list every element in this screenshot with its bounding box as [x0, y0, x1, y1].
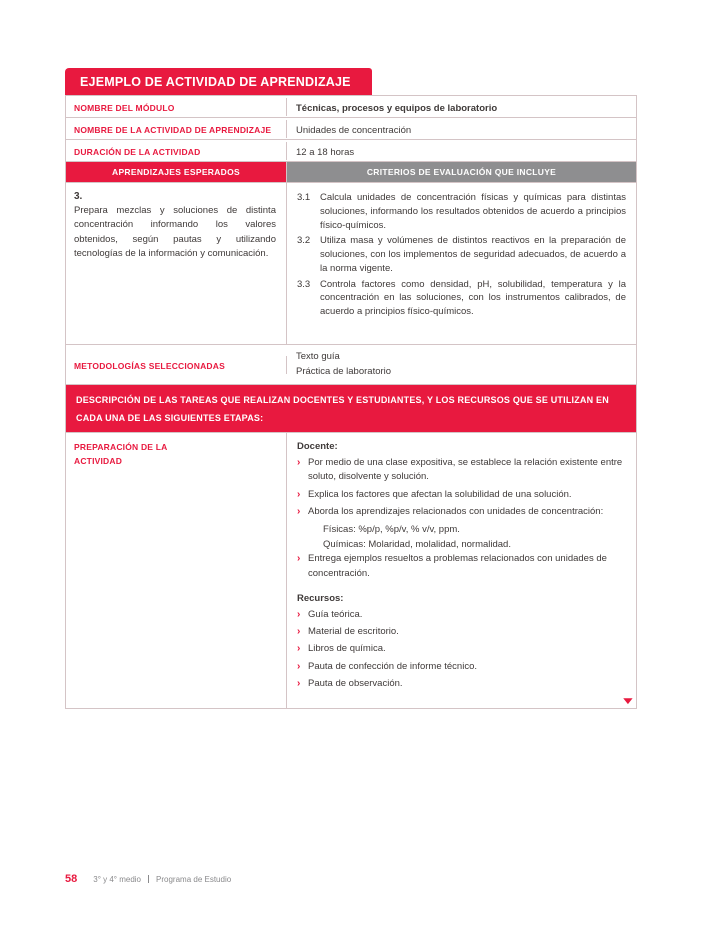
row-label-cell [66, 120, 287, 138]
bullet-icon: › [297, 660, 301, 672]
footer-section: 3° y 4° medio [93, 875, 142, 884]
col-header-aprendizajes: APRENDIZAJES ESPERADOS [66, 162, 287, 182]
list-item [297, 625, 624, 639]
activity-title: EJEMPLO DE ACTIVIDAD DE APRENDIZAJE [80, 74, 351, 89]
metodologias-label: METODOLOGÍAS SELECCIONADAS [74, 360, 225, 371]
list-item-text: Por medio de una clase expositiva, se establece la relación existente entre soluto, disolvente y solución. [308, 457, 623, 483]
table-row-preparacion [66, 433, 636, 708]
list-item-text: Explica los factores que afectan la solubilidad de una solución. [308, 488, 572, 500]
list-item-text: Pauta de observación. [308, 677, 403, 689]
criterion-number: 3.3 [297, 278, 311, 290]
list-item [297, 642, 624, 656]
recursos-heading: Recursos: [297, 592, 344, 604]
bullet-icon: › [297, 643, 301, 655]
row-value-cell [287, 120, 636, 138]
list-item [297, 608, 624, 622]
list-item-text: Libros de química. [308, 643, 386, 655]
sub-list-item: Químicas: Molaridad, molalidad, normalidad. [323, 539, 511, 551]
activity-title-banner [65, 68, 372, 95]
list-item-text: Aborda los aprendizajes relacionados con unidades de concentración: [308, 505, 604, 517]
bullet-icon: › [297, 553, 301, 565]
list-item-text: Pauta de confección de informe técnico. [308, 660, 477, 672]
descripcion-banner-text: DESCRIPCIÓN DE LAS TAREAS QUE REALIZAN DOCENTES Y ESTUDIANTES, Y LOS RECURSOS QUE SE UTILIZAN EN CADA UNA DE LAS SIGUIENTES ETAPAS: [76, 395, 609, 423]
list-item-text: Guía teórica. [308, 608, 363, 620]
aprendizaje-number: 3. [74, 191, 83, 202]
document-content [65, 68, 637, 709]
list-item [297, 677, 624, 691]
sub-list-item: Físicas: %p/p, %p/v, % v/v, ppm. [323, 524, 460, 535]
metodologia-item: Texto guía [296, 350, 340, 362]
recursos-block [297, 593, 624, 691]
criterion-item [297, 191, 626, 232]
criterion-text: Calcula unidades de concentración físicas y químicas para distintas soluciones, informando los resultados obtenidos de acuerdo a principios físico-químicos. [320, 192, 626, 231]
aprendizaje-esperado-cell [66, 183, 287, 344]
criterion-text: Utiliza masa y volúmenes de distintos reactivos en la preparación de soluciones, con los implementos de seguridad adecuados, de acuerdo a la norma vigente. [320, 235, 626, 274]
preparacion-content [287, 433, 636, 708]
table-row-duracion [66, 140, 636, 162]
criterios-cell [287, 183, 636, 344]
list-item [297, 660, 624, 674]
list-item [297, 552, 624, 581]
bullet-icon: › [297, 677, 301, 689]
continuation-arrow-icon: ▼ [620, 696, 636, 708]
row-label-cell [66, 433, 287, 708]
preparacion-label: PREPARACIÓN DE LA ACTIVIDAD [74, 442, 168, 466]
list-item-text: Entrega ejemplos resueltos a problemas relacionados con unidades de concentración. [308, 553, 607, 579]
list-item-text: Material de escritorio. [308, 626, 399, 638]
list-item [297, 505, 624, 519]
duracion-value: 12 a 18 horas [296, 146, 355, 158]
list-item [297, 456, 624, 485]
bullet-icon: › [297, 626, 301, 638]
row-value-cell [287, 350, 636, 379]
criterion-item [297, 278, 626, 319]
bullet-icon: › [297, 457, 301, 468]
list-item [297, 488, 624, 502]
table-column-headers [66, 162, 636, 183]
docente-heading: Docente: [297, 441, 338, 452]
table-row-actividad [66, 118, 636, 140]
table-row-metodologias [66, 345, 636, 385]
activity-table [65, 95, 637, 709]
actividad-label: NOMBRE DE LA ACTIVIDAD DE APRENDIZAJE [74, 124, 272, 135]
row-value-cell [287, 98, 636, 116]
criterion-item [297, 234, 626, 275]
criterion-text: Controla factores como densidad, pH, solubilidad, temperatura y la concentración en las soluciones, con los instrumentos calibrados, de acuerdo a principios físico-químicos. [320, 278, 626, 318]
footer-divider [148, 875, 149, 883]
descripcion-banner [66, 385, 636, 433]
page-number: 58 [65, 873, 78, 885]
bullet-icon: › [297, 488, 301, 500]
aprendizaje-text: Prepara mezclas y soluciones de distinta concentración informando los valores obtenidos, según pautas y utilizando tecnologías de la información y comunicación. [74, 205, 276, 259]
duracion-label: DURACIÓN DE LA ACTIVIDAD [74, 146, 201, 157]
row-value-cell [287, 142, 636, 160]
table-row-aprendizaje-criterios [66, 183, 636, 345]
col-header-criterios: CRITERIOS DE EVALUACIÓN QUE INCLUYE [287, 162, 636, 182]
modulo-value: Técnicas, procesos y equipos de laboratorio [296, 102, 498, 114]
modulo-label: NOMBRE DEL MÓDULO [74, 102, 175, 113]
row-label-cell [66, 356, 287, 374]
metodologia-item: Práctica de laboratorio [296, 365, 392, 377]
bullet-icon: › [297, 608, 301, 620]
page-footer [65, 873, 231, 885]
row-label-cell [66, 98, 287, 116]
row-label-cell [66, 142, 287, 160]
footer-publication: Programa de Estudio [156, 875, 232, 884]
criterion-number: 3.2 [297, 235, 311, 247]
actividad-value: Unidades de concentración [296, 124, 412, 136]
bullet-icon: › [297, 505, 301, 517]
table-row-modulo [66, 96, 636, 118]
criterion-number: 3.1 [297, 192, 311, 203]
